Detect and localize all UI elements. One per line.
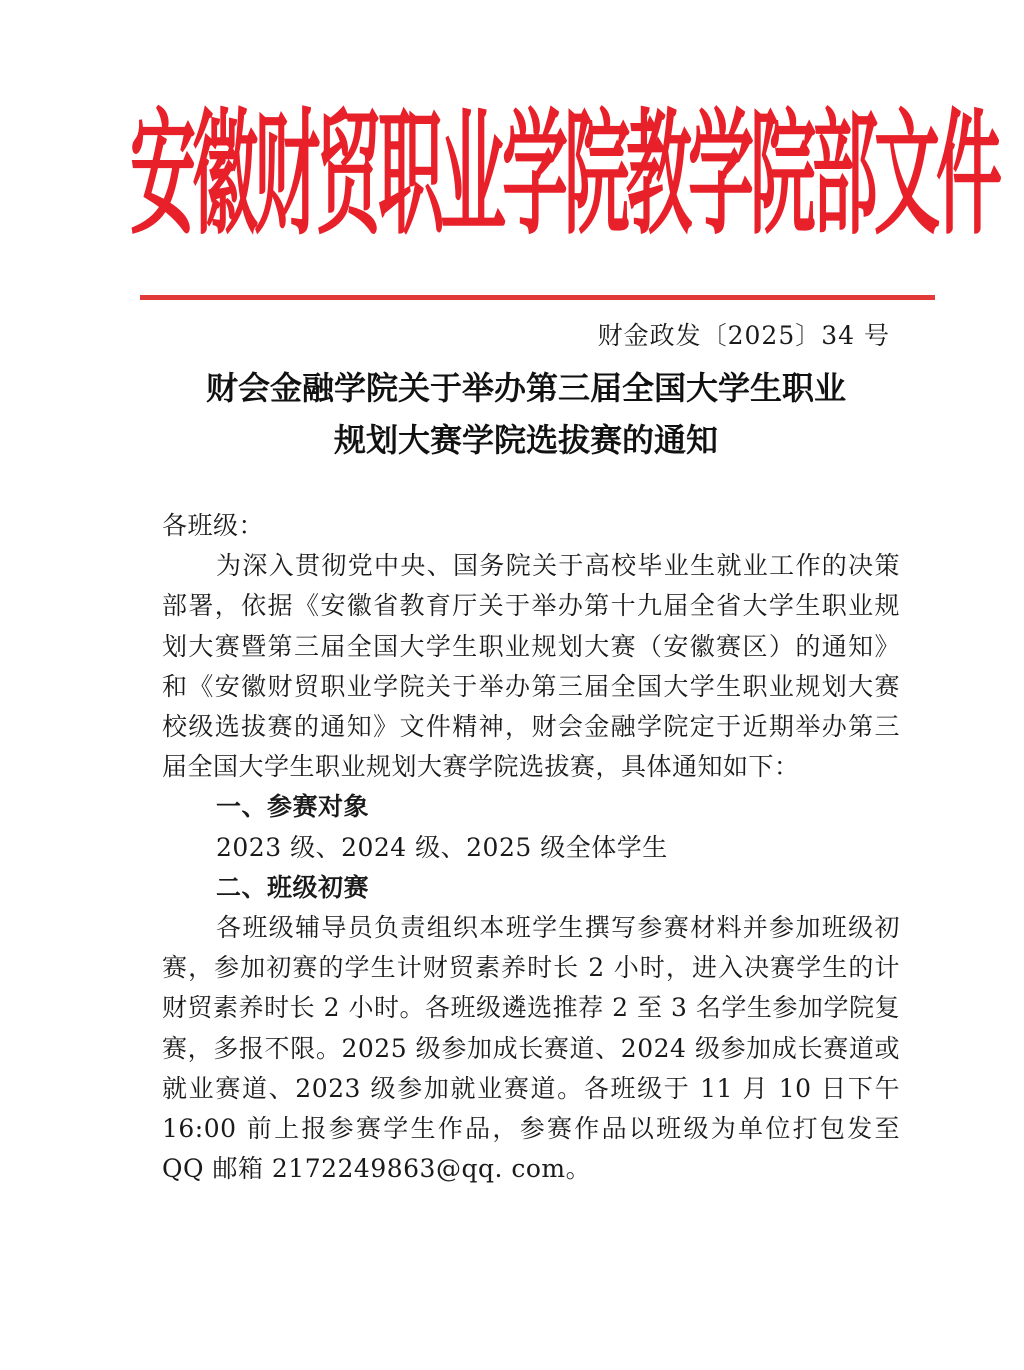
masthead-char: 学 — [688, 96, 754, 254]
document-body — [162, 506, 900, 1189]
masthead-char: 院 — [750, 96, 816, 254]
masthead-char: 部 — [812, 96, 878, 254]
masthead-char: 徽 — [192, 96, 258, 254]
masthead-char: 贸 — [316, 96, 382, 254]
title-line-2: 规划大赛学院选拔赛的通知 — [333, 421, 718, 459]
document-number: 财金政发〔2025〕34 号 — [597, 321, 890, 350]
masthead-char: 件 — [936, 96, 1002, 254]
red-header-rule — [140, 295, 935, 300]
section-heading-class-preliminary: 二、班级初赛 — [216, 872, 370, 902]
intro-paragraph: 为深入贯彻党中央、国务院关于高校毕业生就业工作的决策部署，依据《安徽省教育厅关于举办第十九届全省大学生职业规划大赛暨第三届全国大学生职业规划大赛（安徽赛区）的通知》和《安徽财贸职业学院关于举办第三届全国大学生职业规划大赛校级选拔赛的通知》文件精神，财会金融学院定于近期举办第三届全国大学生职业规划大赛学院选拔赛，具体通知如下： — [162, 551, 900, 782]
masthead-char: 院 — [564, 96, 630, 254]
masthead-char: 业 — [440, 96, 506, 254]
salutation: 各班级： — [162, 511, 265, 540]
class-preliminary-text: 各班级辅导员负责组织本班学生撰写参赛材料并参加班级初赛，参加初赛的学生计财贸素养时长 2 小时，进入决赛学生的计财贸素养时长 2 小时。各班级遴选推荐 2 至 3 名学生参加学院复赛，多报不限。2025 级参加成长赛道、2024 级参加成长赛道或就业赛道、2023 级参加就业赛道。各班级于 11 月 10 日下午 16:00 前上报参赛学生作品，参赛作品以班级为单位打包发至 QQ 邮箱 2172249863@qq. com。 — [162, 913, 900, 1184]
masthead — [130, 96, 1002, 256]
title-line-1: 财会金融学院关于举办第三届全国大学生职业 — [205, 369, 846, 407]
section-heading-participants: 一、参赛对象 — [216, 792, 370, 822]
masthead-char: 学 — [502, 96, 568, 254]
document-title — [150, 362, 902, 466]
masthead-char: 财 — [254, 96, 320, 254]
masthead-char: 教 — [626, 96, 692, 254]
masthead-char: 安 — [130, 96, 196, 254]
masthead-char: 职 — [378, 96, 444, 254]
masthead-char: 文 — [874, 96, 940, 254]
participants-text: 2023 级、2024 级、2025 级全体学生 — [216, 832, 668, 862]
